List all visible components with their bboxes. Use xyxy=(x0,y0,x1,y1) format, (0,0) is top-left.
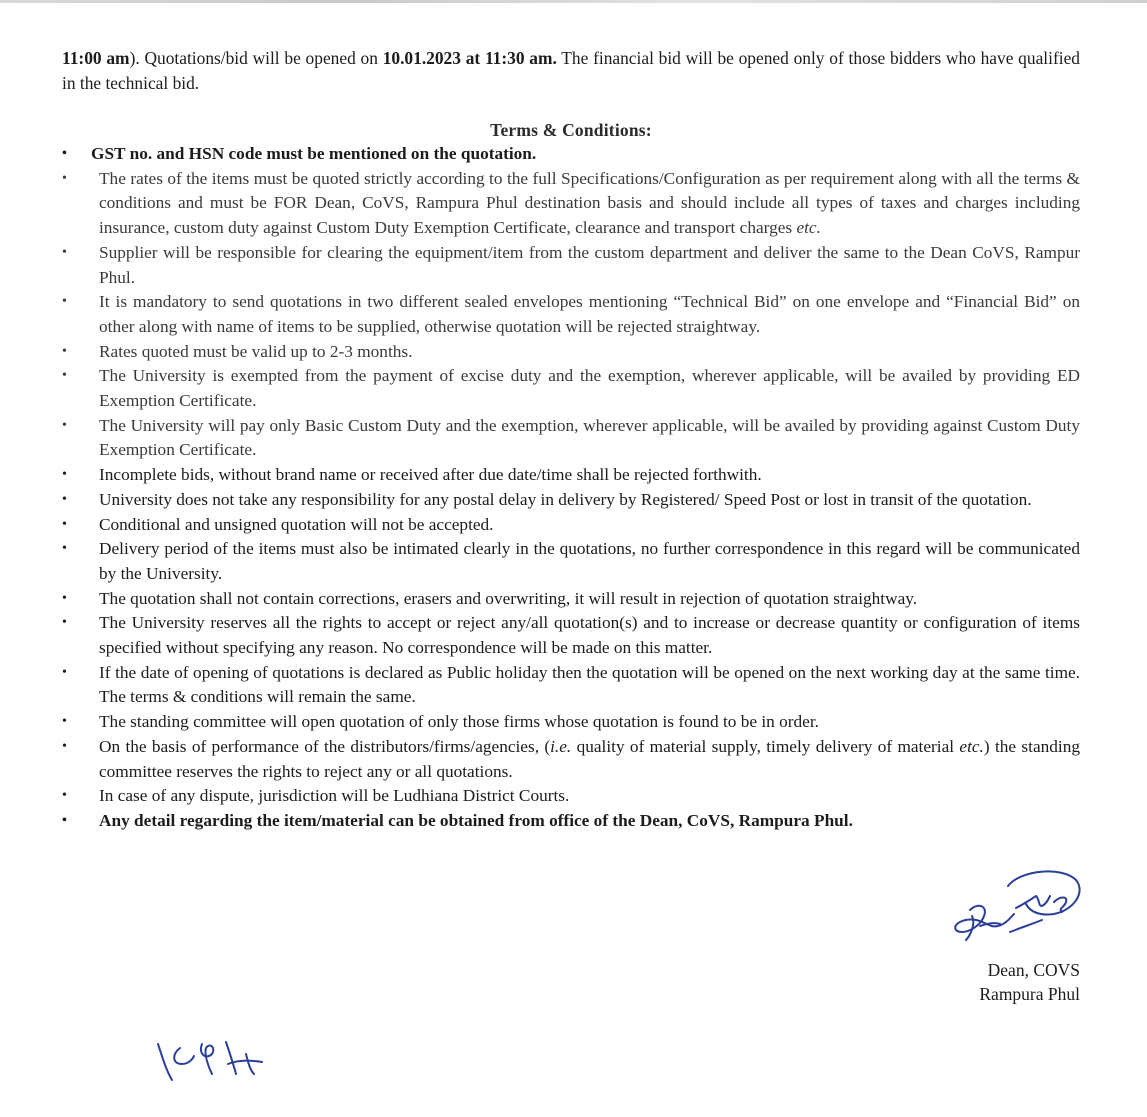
term-item xyxy=(62,364,1080,413)
bullet-icon: • xyxy=(62,516,67,532)
term-item xyxy=(62,513,1080,538)
term-text: Rates quoted must be valid up to 2-3 months. xyxy=(99,341,413,361)
term-text: The University will pay only Basic Custom Duty and the exemption, wherever applicable, will be availed by providing against Custom Duty Exemption Certificate. xyxy=(99,415,1080,460)
terms-heading: Terms & Conditions: xyxy=(490,120,652,140)
term-text-italic: etc. xyxy=(959,736,984,756)
term-item xyxy=(62,661,1080,710)
intro-paragraph xyxy=(62,46,1080,96)
term-text: University does not take any responsibility for any postal delay in delivery by Registered/ Speed Post or lost in transit of the quotation. xyxy=(99,489,1032,509)
bullet-icon: • xyxy=(62,615,67,631)
term-text: Conditional and unsigned quotation will not be accepted. xyxy=(99,514,494,534)
term-item xyxy=(62,735,1080,784)
term-item xyxy=(62,241,1080,290)
signature-icon xyxy=(950,866,1085,948)
bullet-icon: • xyxy=(62,738,67,754)
initials-icon xyxy=(150,1030,280,1090)
signatory-place: Rampura Phul xyxy=(979,984,1080,1004)
bullet-icon: • xyxy=(62,170,67,186)
terms-list xyxy=(62,142,1080,834)
term-item xyxy=(62,710,1080,735)
term-text: The standing committee will open quotation of only those firms whose quotation is found to be in order. xyxy=(99,712,819,732)
term-item xyxy=(62,340,1080,365)
term-item xyxy=(62,537,1080,586)
term-item xyxy=(62,414,1080,463)
term-text: quality of material supply, timely delivery of material xyxy=(571,736,960,756)
bullet-icon: • xyxy=(62,146,67,161)
term-item xyxy=(62,290,1080,339)
term-item xyxy=(62,488,1080,513)
term-item xyxy=(62,587,1080,612)
term-text: If the date of opening of quotations is declared as Public holiday then the quotation will be opened on the next working day at the same time. The terms & conditions will remain the same. xyxy=(99,662,1080,707)
term-item xyxy=(62,784,1080,809)
signatory-block xyxy=(979,958,1080,1006)
term-text: Delivery period of the items must also be intimated clearly in the quotations, no further correspondence in this regard will be communicated by the University. xyxy=(99,539,1080,583)
opening-date: 10.01.2023 at 11:30 am. xyxy=(382,48,557,68)
term-item xyxy=(62,611,1080,660)
term-item xyxy=(62,142,1080,167)
bullet-icon: • xyxy=(62,590,67,606)
bullet-icon: • xyxy=(62,664,67,680)
bullet-icon: • xyxy=(62,714,67,730)
bullet-icon: • xyxy=(62,491,67,507)
term-text: ) the standing committee reserves the rights to reject any or all quotations. xyxy=(99,736,1080,781)
term-text: It is mandatory to send quotations in two different sealed envelopes mentioning “Technical Bid” on one envelope and “Financial Bid” on other along with name of items to be supplied, otherwise quotation will be rejected straightway. xyxy=(99,292,1080,336)
bullet-icon: • xyxy=(62,812,67,828)
term-text: The University is exempted from the payment of excise duty and the exemption, wherever applicable, will be availed by providing ED Exemption Certificate. xyxy=(99,366,1080,411)
term-text: GST no. and HSN code must be mentioned on the quotation. xyxy=(91,144,537,163)
term-text: The University reserves all the rights to accept or reject any/all quotation(s) and to increase or decrease quantity or configuration of items specified without specifying any reason. No correspondence will be made on this matter. xyxy=(99,613,1080,658)
bullet-icon: • xyxy=(62,294,67,310)
term-item xyxy=(62,463,1080,488)
signatory-title: Dean, COVS xyxy=(987,960,1080,980)
term-text-italic: etc. xyxy=(796,218,821,238)
time-text: 11:00 am xyxy=(62,48,130,68)
term-text-italic: i.e. xyxy=(550,736,572,756)
term-item xyxy=(62,809,1080,834)
bullet-icon: • xyxy=(62,343,67,359)
term-item xyxy=(62,167,1080,241)
term-text: In case of any dispute, jurisdiction will be Ludhiana District Courts. xyxy=(99,786,570,806)
scan-edge-line xyxy=(0,0,1147,3)
bullet-icon: • xyxy=(62,788,67,804)
bullet-icon: • xyxy=(62,541,67,557)
term-text: Supplier will be responsible for clearing the equipment/item from the custom department and deliver the same to the Dean CoVS, Rampur Phul. xyxy=(99,242,1080,287)
term-text: The rates of the items must be quoted strictly according to the full Specifications/Configuration as per requirement along with all the terms & conditions and must be FOR Dean, CoVS, Rampura Phul destination basis and should include all types of taxes and charges including insurance, custom duty against Custom Duty Exemption Certificate, clearance and transport charges xyxy=(99,168,1080,238)
term-text: On the basis of performance of the distributors/firms/agencies, ( xyxy=(99,736,551,756)
bullet-icon: • xyxy=(62,368,67,384)
term-text: Incomplete bids, without brand name or received after due date/time shall be rejected forthwith. xyxy=(99,465,762,485)
intro-text-2: The financial bid will be opened only of those bidders who have qualified in the technical bid. xyxy=(62,48,1080,93)
bullet-icon: • xyxy=(62,417,67,433)
intro-text-1: ). Quotations/bid will be opened on xyxy=(129,48,383,68)
document-page xyxy=(62,46,1080,834)
term-text: The quotation shall not contain corrections, erasers and overwriting, it will result in rejection of quotation straightway. xyxy=(99,588,918,608)
term-text: Any detail regarding the item/material can be obtained from office of the Dean, CoVS, Rampura Phul. xyxy=(99,810,853,830)
bullet-icon: • xyxy=(62,244,67,260)
bullet-icon: • xyxy=(62,467,67,483)
